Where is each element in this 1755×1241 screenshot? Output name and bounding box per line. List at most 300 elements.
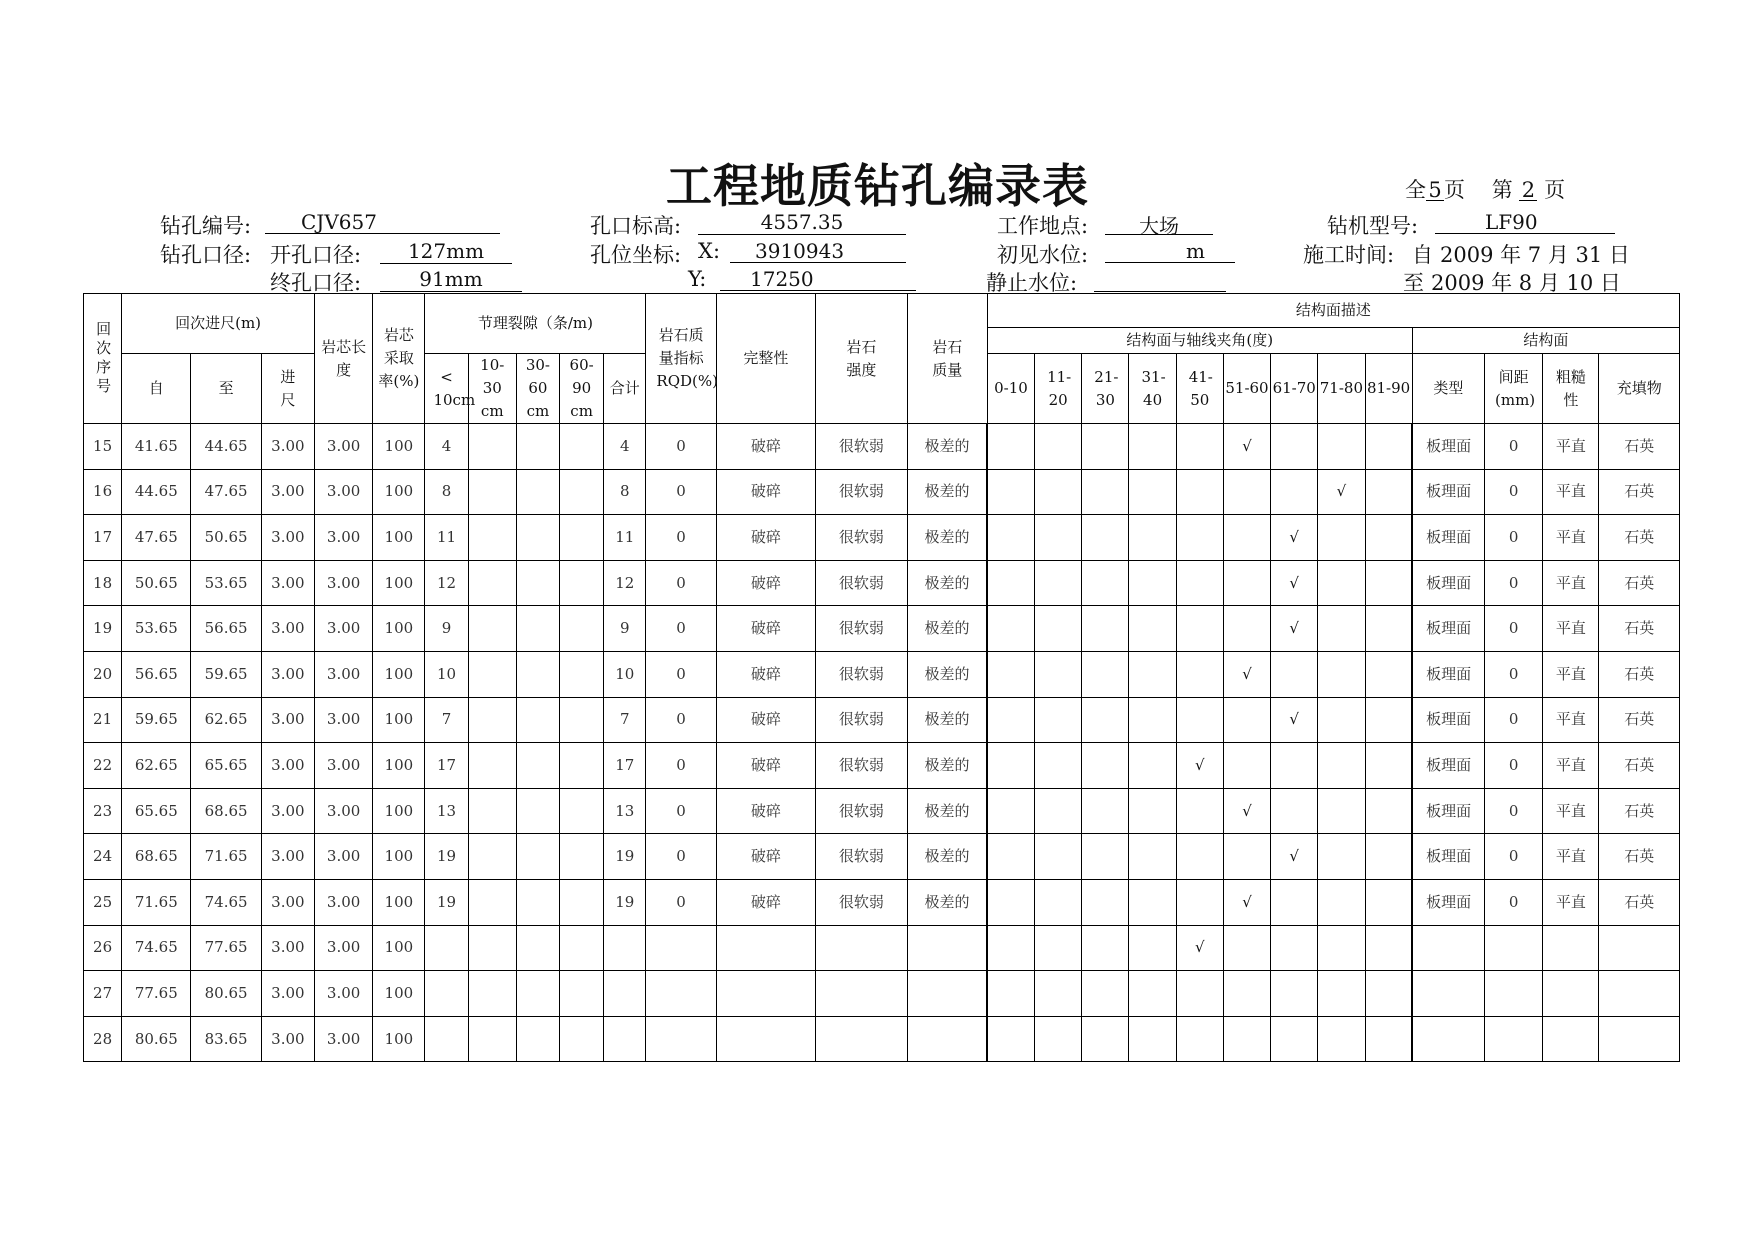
row-joint-total: 8 [604,469,646,515]
row-joint-lt10: 12 [425,560,468,606]
row-joint-total [604,971,646,1017]
row-joint-10-30 [468,697,516,743]
col-type: 类型 [1412,354,1484,424]
table-row [84,651,1680,697]
row-joint-total: 17 [604,743,646,789]
row-spacing: 0 [1485,834,1543,880]
row-from: 62.65 [122,743,191,789]
row-strength: 很软弱 [816,515,907,561]
row-recovery: 100 [373,971,425,1017]
row-angle-21-30 [1082,515,1129,561]
row-angle-71-80 [1318,651,1365,697]
row-to: 65.65 [191,743,261,789]
row-joint-30-60 [516,651,559,697]
row-core-length: 3.00 [315,971,373,1017]
row-advance: 3.00 [261,469,314,515]
row-angle-41-50: √ [1176,743,1223,789]
row-roughness: 平直 [1543,834,1599,880]
row-angle-51-60 [1223,834,1270,880]
row-filling: 石英 [1599,788,1680,834]
row-type [1412,1016,1484,1062]
row-core-length: 3.00 [315,788,373,834]
row-filling: 石英 [1599,697,1680,743]
col-angle-21-30: 21-30 [1082,354,1129,424]
row-roughness: 平直 [1543,424,1599,470]
row-joint-30-60 [516,834,559,880]
row-recovery: 100 [373,1016,425,1062]
end-diameter-label: 终孔口径: [270,271,362,295]
row-filling [1599,925,1680,971]
row-angle-61-70: √ [1271,515,1318,561]
row-angle-0-10 [987,743,1034,789]
row-from: 50.65 [122,560,191,606]
row-roughness: 平直 [1543,788,1599,834]
row-angle-61-70 [1271,788,1318,834]
row-joint-total: 7 [604,697,646,743]
row-angle-21-30 [1082,971,1129,1017]
row-angle-51-60: √ [1223,879,1270,925]
row-angle-81-90 [1365,697,1412,743]
row-strength [816,971,907,1017]
row-joint-10-30 [468,424,516,470]
row-joint-lt10 [425,1016,468,1062]
row-quality: 极差的 [907,560,987,606]
time-from-label: 自 [1412,243,1433,267]
row-joint-lt10: 11 [425,515,468,561]
row-angle-81-90 [1365,834,1412,880]
row-type: 板理面 [1412,834,1484,880]
row-seq: 26 [84,925,122,971]
row-angle-51-60: √ [1223,788,1270,834]
row-core-length: 3.00 [315,606,373,652]
row-seq: 25 [84,879,122,925]
row-recovery: 100 [373,560,425,606]
row-angle-0-10 [987,925,1034,971]
table-row [84,879,1680,925]
row-joint-60-90 [560,1016,604,1062]
row-type: 板理面 [1412,697,1484,743]
row-joint-total: 10 [604,651,646,697]
row-type: 板理面 [1412,560,1484,606]
row-joint-30-60 [516,560,559,606]
row-joint-60-90 [560,560,604,606]
row-angle-21-30 [1082,1016,1129,1062]
first-water-label: 初见水位: [997,243,1089,267]
row-angle-0-10 [987,788,1034,834]
row-joint-total: 19 [604,879,646,925]
current-page-suffix: 页 [1544,178,1566,202]
row-advance: 3.00 [261,606,314,652]
row-angle-11-20 [1035,925,1082,971]
coord-x-value: 3910943 [730,239,906,263]
row-strength: 很软弱 [816,606,907,652]
drilling-log-table [83,293,1680,1062]
row-angle-41-50 [1176,834,1223,880]
row-joint-10-30 [468,971,516,1017]
row-from: 71.65 [122,879,191,925]
row-angle-81-90 [1365,651,1412,697]
row-angle-51-60: √ [1223,651,1270,697]
row-angle-21-30 [1082,606,1129,652]
row-core-length: 3.00 [315,1016,373,1062]
row-angle-31-40 [1129,515,1176,561]
row-angle-41-50 [1176,469,1223,515]
row-from: 77.65 [122,971,191,1017]
row-angle-0-10 [987,606,1034,652]
col-filling: 充填物 [1599,354,1680,424]
static-water-label: 静止水位: [986,271,1078,295]
row-angle-61-70: √ [1271,560,1318,606]
row-angle-71-80 [1318,743,1365,789]
row-recovery: 100 [373,606,425,652]
row-angle-0-10 [987,515,1034,561]
row-roughness [1543,925,1599,971]
row-from: 80.65 [122,1016,191,1062]
row-joint-30-60 [516,1016,559,1062]
row-roughness [1543,971,1599,1017]
row-angle-31-40 [1129,1016,1176,1062]
row-angle-21-30 [1082,879,1129,925]
row-advance: 3.00 [261,697,314,743]
row-rqd: 0 [646,469,716,515]
row-angle-71-80 [1318,424,1365,470]
col-angle-11-20: 11-20 [1035,354,1082,424]
row-integrity [716,971,815,1017]
row-joint-total: 11 [604,515,646,561]
row-seq: 24 [84,834,122,880]
col-joint-total: 合计 [604,354,646,424]
row-angle-81-90 [1365,515,1412,561]
row-core-length: 3.00 [315,697,373,743]
row-spacing: 0 [1485,469,1543,515]
table-row [84,606,1680,652]
diameter-label: 钻孔口径: [160,243,252,267]
row-angle-21-30 [1082,834,1129,880]
row-from: 74.65 [122,925,191,971]
table-body [84,424,1680,1062]
row-angle-31-40 [1129,743,1176,789]
row-angle-0-10 [987,651,1034,697]
row-angle-41-50 [1176,1016,1223,1062]
row-spacing: 0 [1485,606,1543,652]
row-to: 71.65 [191,834,261,880]
row-angle-71-80 [1318,788,1365,834]
row-angle-81-90 [1365,971,1412,1017]
table-row [84,515,1680,561]
row-seq: 21 [84,697,122,743]
row-joint-10-30 [468,1016,516,1062]
table-row [84,743,1680,789]
row-strength: 很软弱 [816,788,907,834]
row-angle-11-20 [1035,788,1082,834]
row-joint-60-90 [560,515,604,561]
col-angle-61-70: 61-70 [1271,354,1318,424]
row-angle-31-40 [1129,788,1176,834]
rig-value: LF90 [1435,210,1615,234]
row-angle-81-90 [1365,788,1412,834]
row-quality: 极差的 [907,834,987,880]
row-joint-lt10: 13 [425,788,468,834]
row-angle-61-70 [1271,971,1318,1017]
row-integrity: 破碎 [716,469,815,515]
row-recovery: 100 [373,651,425,697]
row-quality: 极差的 [907,469,987,515]
row-angle-21-30 [1082,469,1129,515]
row-joint-60-90 [560,697,604,743]
row-joint-10-30 [468,788,516,834]
row-joint-lt10: 19 [425,879,468,925]
row-angle-81-90 [1365,560,1412,606]
row-filling: 石英 [1599,560,1680,606]
row-core-length: 3.00 [315,424,373,470]
row-angle-61-70 [1271,743,1318,789]
row-from: 41.65 [122,424,191,470]
row-advance: 3.00 [261,925,314,971]
col-core-length: 岩芯长度 [315,294,373,424]
row-filling: 石英 [1599,606,1680,652]
row-spacing: 0 [1485,424,1543,470]
row-angle-21-30 [1082,560,1129,606]
row-core-length: 3.00 [315,834,373,880]
col-angle-71-80: 71-80 [1318,354,1365,424]
row-angle-11-20 [1035,834,1082,880]
col-joint-60-90: 60-90 cm [560,354,604,424]
row-rqd: 0 [646,515,716,561]
coord-y-label: Y: [688,267,707,291]
col-angle-31-40: 31-40 [1129,354,1176,424]
row-type: 板理面 [1412,788,1484,834]
row-seq: 27 [84,971,122,1017]
row-joint-lt10: 19 [425,834,468,880]
col-integrity: 完整性 [716,294,815,424]
row-rqd [646,1016,716,1062]
row-seq: 20 [84,651,122,697]
table-row [84,788,1680,834]
row-from: 47.65 [122,515,191,561]
row-angle-11-20 [1035,606,1082,652]
row-angle-61-70 [1271,651,1318,697]
row-joint-total: 19 [604,834,646,880]
row-joint-30-60 [516,606,559,652]
row-angle-71-80: √ [1318,469,1365,515]
row-joint-10-30 [468,743,516,789]
row-joint-10-30 [468,469,516,515]
row-joint-lt10: 7 [425,697,468,743]
row-core-length: 3.00 [315,469,373,515]
open-diameter-value: 127mm [380,239,512,264]
row-integrity: 破碎 [716,606,815,652]
row-seq: 17 [84,515,122,561]
row-to: 56.65 [191,606,261,652]
row-recovery: 100 [373,469,425,515]
col-joint-lt10: < 10cm [425,354,468,424]
coord-x-label: X: [698,239,721,263]
row-angle-31-40 [1129,925,1176,971]
row-recovery: 100 [373,515,425,561]
row-type: 板理面 [1412,469,1484,515]
row-type: 板理面 [1412,515,1484,561]
row-from: 56.65 [122,651,191,697]
row-filling: 石英 [1599,469,1680,515]
row-spacing: 0 [1485,515,1543,561]
row-integrity: 破碎 [716,560,815,606]
row-angle-51-60: √ [1223,424,1270,470]
row-joint-total: 13 [604,788,646,834]
row-spacing: 0 [1485,743,1543,789]
row-angle-71-80 [1318,925,1365,971]
row-strength: 很软弱 [816,834,907,880]
row-joint-10-30 [468,515,516,561]
row-angle-41-50 [1176,560,1223,606]
row-roughness: 平直 [1543,651,1599,697]
row-angle-0-10 [987,834,1034,880]
row-integrity [716,1016,815,1062]
row-joint-60-90 [560,424,604,470]
row-seq: 23 [84,788,122,834]
open-diameter-label: 开孔口径: [270,243,362,267]
total-pages-prefix: 全 [1405,178,1426,202]
coord-y-value: 17250 [720,267,916,291]
row-filling: 石英 [1599,424,1680,470]
row-filling [1599,1016,1680,1062]
time-to-label: 至 [1403,271,1424,295]
row-angle-31-40 [1129,971,1176,1017]
row-roughness: 平直 [1543,697,1599,743]
row-angle-0-10 [987,469,1034,515]
row-joint-30-60 [516,469,559,515]
row-angle-31-40 [1129,651,1176,697]
site-value: 大场 [1105,210,1213,235]
table-row [84,1016,1680,1062]
row-joint-10-30 [468,560,516,606]
col-rqd: 岩石质量指标RQD(%) [646,294,716,424]
row-core-length: 3.00 [315,925,373,971]
row-roughness: 平直 [1543,879,1599,925]
row-type [1412,971,1484,1017]
row-quality: 极差的 [907,651,987,697]
row-angle-41-50: √ [1176,925,1223,971]
col-joint-10-30: 10-30 cm [468,354,516,424]
row-angle-71-80 [1318,697,1365,743]
hole-no-label: 钻孔编号: [160,214,252,238]
row-filling [1599,971,1680,1017]
row-joint-lt10: 9 [425,606,468,652]
col-angle-0-10: 0-10 [987,354,1034,424]
row-spacing [1485,925,1543,971]
col-struct-desc: 结构面描述 [987,294,1679,328]
row-type: 板理面 [1412,651,1484,697]
row-joint-60-90 [560,469,604,515]
elevation-value: 4557.35 [698,210,906,235]
row-quality: 极差的 [907,424,987,470]
row-angle-51-60 [1223,1016,1270,1062]
row-angle-51-60 [1223,560,1270,606]
page-info [1405,174,1565,204]
row-seq: 16 [84,469,122,515]
row-core-length: 3.00 [315,515,373,561]
row-rqd: 0 [646,606,716,652]
row-angle-71-80 [1318,606,1365,652]
row-integrity: 破碎 [716,651,815,697]
row-to: 68.65 [191,788,261,834]
row-angle-11-20 [1035,424,1082,470]
row-integrity [716,925,815,971]
row-angle-81-90 [1365,743,1412,789]
row-seq: 19 [84,606,122,652]
row-advance: 3.00 [261,743,314,789]
row-filling: 石英 [1599,879,1680,925]
row-to: 59.65 [191,651,261,697]
row-joint-30-60 [516,697,559,743]
row-spacing [1485,971,1543,1017]
row-angle-0-10 [987,1016,1034,1062]
row-angle-11-20 [1035,971,1082,1017]
row-strength: 很软弱 [816,469,907,515]
row-joint-10-30 [468,879,516,925]
row-rqd: 0 [646,697,716,743]
first-water-value: m [1105,239,1235,263]
row-joint-total: 4 [604,424,646,470]
row-roughness: 平直 [1543,469,1599,515]
col-advance-group: 回次进尺(m) [122,294,315,354]
row-to: 74.65 [191,879,261,925]
row-spacing: 0 [1485,879,1543,925]
row-angle-11-20 [1035,469,1082,515]
row-joint-60-90 [560,651,604,697]
row-strength [816,925,907,971]
row-angle-0-10 [987,879,1034,925]
row-from: 44.65 [122,469,191,515]
construction-time-label: 施工时间: [1303,243,1395,267]
row-angle-21-30 [1082,925,1129,971]
row-angle-51-60 [1223,743,1270,789]
row-angle-41-50 [1176,651,1223,697]
row-angle-31-40 [1129,424,1176,470]
col-quality: 岩石质量 [907,294,987,424]
row-joint-total [604,1016,646,1062]
row-filling: 石英 [1599,834,1680,880]
row-angle-81-90 [1365,424,1412,470]
row-angle-71-80 [1318,560,1365,606]
row-quality [907,971,987,1017]
row-recovery: 100 [373,879,425,925]
row-angle-61-70 [1271,879,1318,925]
row-angle-31-40 [1129,697,1176,743]
row-recovery: 100 [373,743,425,789]
row-spacing: 0 [1485,560,1543,606]
row-roughness: 平直 [1543,515,1599,561]
row-joint-60-90 [560,834,604,880]
elevation-label: 孔口标高: [590,214,682,238]
row-angle-21-30 [1082,651,1129,697]
row-to: 47.65 [191,469,261,515]
table-row [84,424,1680,470]
row-angle-51-60 [1223,971,1270,1017]
row-joint-lt10: 8 [425,469,468,515]
row-angle-81-90 [1365,925,1412,971]
row-type [1412,925,1484,971]
row-to: 53.65 [191,560,261,606]
row-integrity: 破碎 [716,834,815,880]
row-rqd: 0 [646,788,716,834]
row-filling: 石英 [1599,651,1680,697]
row-angle-31-40 [1129,469,1176,515]
row-rqd: 0 [646,651,716,697]
row-angle-61-70 [1271,925,1318,971]
rig-label: 钻机型号: [1327,214,1419,238]
row-advance: 3.00 [261,515,314,561]
row-angle-11-20 [1035,515,1082,561]
